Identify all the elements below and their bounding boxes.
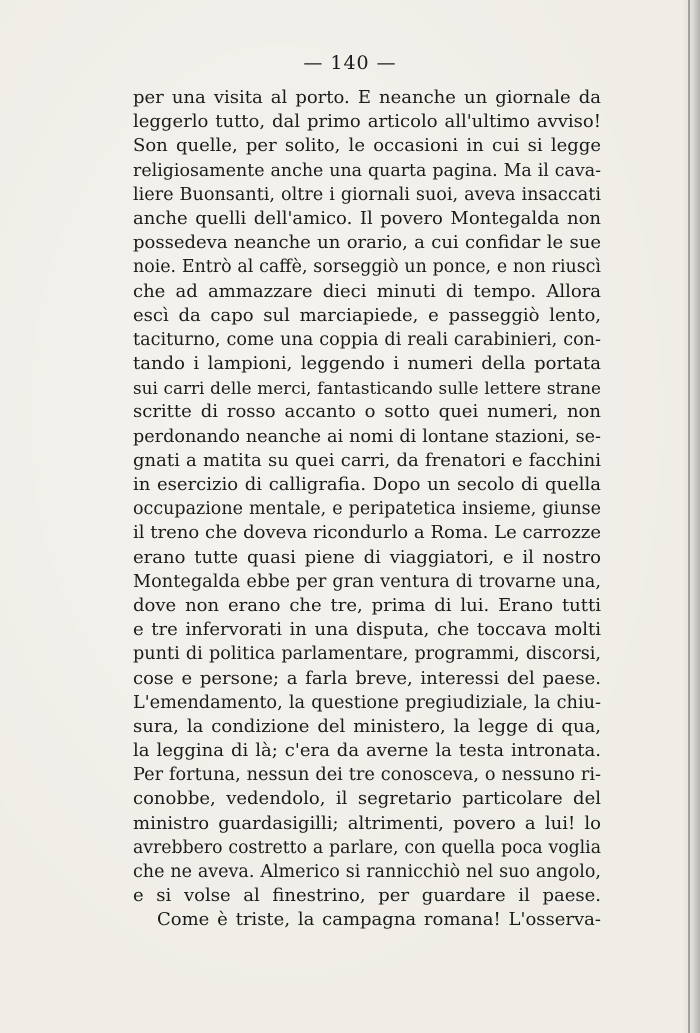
text-line: punti di politica parlamentare, programmi, discorsi, <box>133 644 601 665</box>
text-line: anche quelli dell'amico. Il povero Montegalda non <box>133 207 601 229</box>
page-edge-line <box>688 0 690 1033</box>
text-line: cose e persone; a farla breve, interessi del paese. <box>133 667 601 689</box>
body-text <box>133 86 601 933</box>
text-line: per una visita al porto. E neanche un giornale da <box>133 87 601 108</box>
text-line: dove non erano che tre, prima di lui. Erano tutti <box>133 594 601 616</box>
text-line: erano tutte quasi piene di viaggiatori, e il nostro <box>133 546 601 568</box>
text-line: occupazione mentale, e peripatetica insieme, giunse <box>133 499 601 520</box>
text-line: che ne aveva. Almerico si rannicchiò nel suo angolo, <box>133 862 601 882</box>
text-line: L'emendamento, la questione pregiudiziale, la chiu- <box>133 692 601 713</box>
text-line: in esercizio di calligrafia. Dopo un secolo di quella <box>133 474 601 495</box>
text-line: e tre infervorati in una disputa, che toccava molti <box>133 619 601 641</box>
text-line: gnati a matita su quei carri, da frenatori e facchini <box>133 449 601 471</box>
text-line: che ad ammazzare dieci minuti di tempo. Allora <box>133 280 601 302</box>
text-line: avrebbero costretto a parlare, con quella poca voglia <box>133 837 601 858</box>
text-line: sui carri delle merci, fantasticando sulle lettere strane <box>133 378 601 399</box>
text-line: il treno che doveva ricondurlo a Roma. Le carrozze <box>133 522 601 544</box>
text-line: e si volse al finestrino, per guardare il paese. <box>133 885 601 907</box>
text-line: perdonando neanche ai nomi di lontane stazioni, se- <box>133 426 601 447</box>
text-line: religiosamente anche una quarta pagina. Ma il cava- <box>133 160 601 181</box>
text-line: sura, la condizione del ministero, la legge di qua, <box>133 715 601 737</box>
text-line: taciturno, come una coppia di reali carabinieri, con- <box>133 329 601 350</box>
text-line: possedeva neanche un orario, a cui confidar le sue <box>133 232 601 254</box>
text-line: escì da capo sul marciapiede, e passeggiò lento, <box>133 304 601 326</box>
text-line: Son quelle, per solito, le occasioni in cui si legge <box>133 135 601 157</box>
text-line: Come è triste, la campagna romana! L'osserva- <box>157 909 601 931</box>
page-number: — 140 — <box>303 52 397 74</box>
text-line: Montegalda ebbe per gran ventura di trovarne una, <box>133 571 601 592</box>
text-line: conobbe, vedendolo, il segretario particolare del <box>133 788 601 810</box>
text-line: la leggina di là; c'era da averne la testa intronata. <box>133 740 601 762</box>
text-line: leggerlo tutto, dal primo articolo all'ultimo avviso! <box>133 111 601 133</box>
text-line: liere Buonsanti, oltre i giornali suoi, aveva insaccati <box>133 184 601 205</box>
text-line: scritte di rosso accanto o sotto quei numeri, non <box>133 401 601 423</box>
text-line: ministro guardasigilli; altrimenti, povero a lui! lo <box>133 812 601 834</box>
text-line: Per fortuna, nessun dei tre conosceva, o nessuno ri- <box>133 765 601 786</box>
text-line: tando i lampioni, leggendo i numeri della portata <box>133 353 601 375</box>
page-edge-shadow <box>682 0 700 1033</box>
text-line: noie. Entrò al caffè, sorseggiò un ponce, e non riuscì <box>133 257 601 278</box>
